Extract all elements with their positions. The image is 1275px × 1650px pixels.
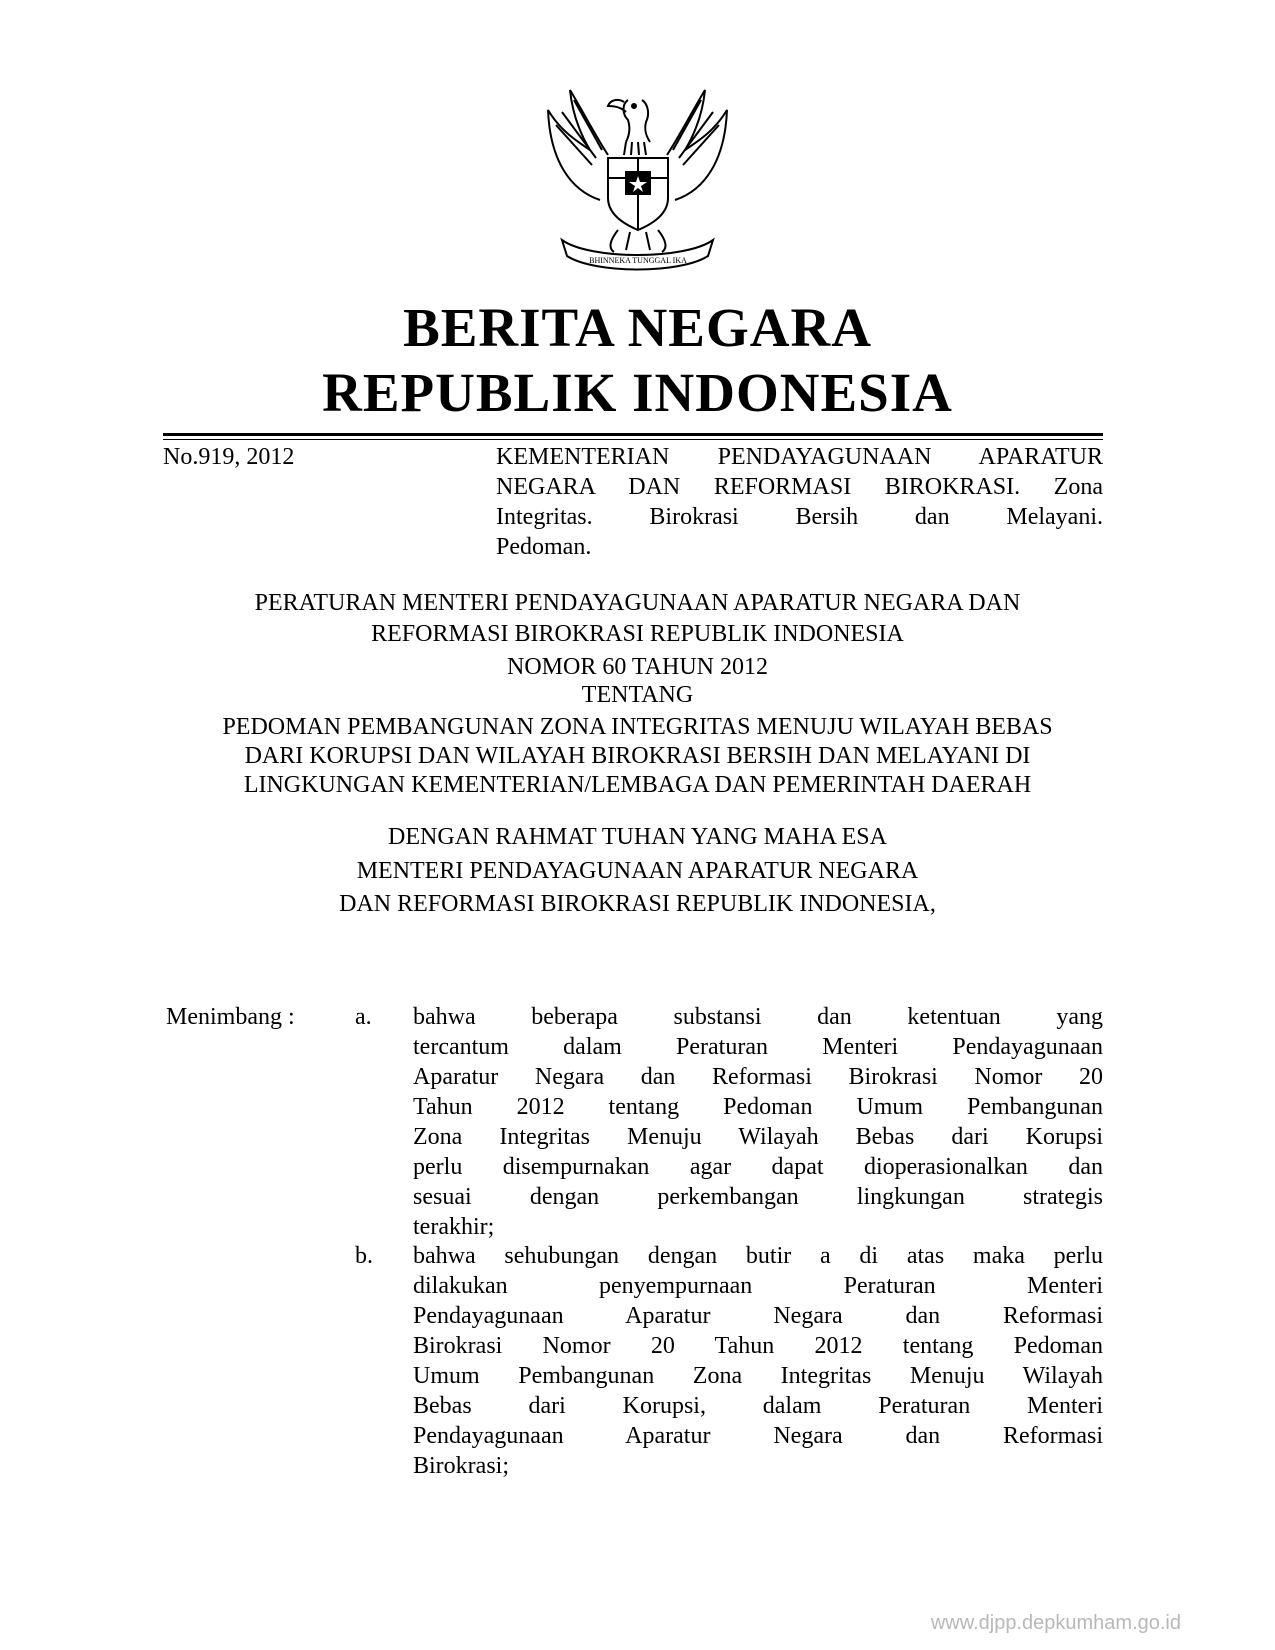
- item-line: Birokrasi Nomor 20 Tahun 2012 tentang Pedoman: [413, 1333, 1103, 1359]
- regulation-tentang: TENTANG: [581, 682, 694, 708]
- menimbang-label: Menimbang :: [166, 1004, 295, 1030]
- item-line: Pendayagunaan Aparatur Negara dan Reformasi: [413, 1303, 1103, 1329]
- ministry-summary: [496, 442, 1103, 562]
- regulation-title-line: PERATURAN MENTERI PENDAYAGUNAAN APARATUR NEGARA DAN: [254, 590, 1021, 616]
- gazette-title-line-2: REPUBLIK INDONESIA: [322, 362, 953, 423]
- regulation-subject-line: LINGKUNGAN KEMENTERIAN/LEMBAGA DAN PEMERINTAH DAERAH: [243, 772, 1032, 798]
- ministry-summary-line: KEMENTERIAN PENDAYAGUNAAN APARATUR: [496, 444, 1103, 470]
- item-line: Bebas dari Korupsi, dalam Peraturan Menteri: [413, 1393, 1103, 1419]
- preamble-line: MENTERI PENDAYAGUNAAN APARATUR NEGARA: [356, 858, 919, 884]
- menimbang-item-letter: b.: [355, 1243, 373, 1269]
- gazette-title-line-1: BERITA NEGARA: [403, 297, 872, 358]
- item-line: Tahun 2012 tentang Pedoman Umum Pembangunan: [413, 1094, 1103, 1120]
- item-line: dilakukan penyempurnaan Peraturan Menteri: [413, 1273, 1103, 1299]
- item-line: Aparatur Negara dan Reformasi Birokrasi Nomor 20: [413, 1064, 1103, 1090]
- item-line: terakhir;: [413, 1214, 495, 1240]
- item-line: Zona Integritas Menuju Wilayah Bebas dari Korupsi: [413, 1124, 1103, 1150]
- motto-ribbon-text: BHINNEKA TUNGGAL IKA: [589, 256, 687, 265]
- item-line: Birokrasi;: [413, 1453, 509, 1479]
- item-line: sesuai dengan perkembangan lingkungan strategis: [413, 1184, 1103, 1210]
- ministry-summary-line: Pedoman.: [496, 534, 592, 560]
- item-line: bahwa sehubungan dengan butir a di atas maka perlu: [413, 1243, 1103, 1269]
- source-watermark: www.djpp.depkumham.go.id: [930, 1612, 1181, 1634]
- gazette-number: No.919, 2012: [163, 444, 295, 470]
- preamble-line: DAN REFORMASI BIROKRASI REPUBLIK INDONESIA,: [339, 891, 936, 917]
- garuda-pancasila-emblem-icon: [530, 80, 745, 275]
- menimbang-item-letter: a.: [355, 1004, 372, 1030]
- item-line: perlu disempurnakan agar dapat dioperasionalkan dan: [413, 1154, 1103, 1180]
- ministry-summary-line: Integritas. Birokrasi Bersih dan Melayani.: [496, 504, 1103, 530]
- ministry-summary-line: NEGARA DAN REFORMASI BIROKRASI. Zona: [496, 474, 1103, 500]
- regulation-subject-line: DARI KORUPSI DAN WILAYAH BIROKRASI BERSIH DAN MELAYANI DI: [244, 743, 1031, 769]
- item-line: Pendayagunaan Aparatur Negara dan Reformasi: [413, 1423, 1103, 1449]
- preamble-line: DENGAN RAHMAT TUHAN YANG MAHA ESA: [388, 824, 887, 850]
- item-line: tercantum dalam Peraturan Menteri Pendayagunaan: [413, 1034, 1103, 1060]
- regulation-subject-line: PEDOMAN PEMBANGUNAN ZONA INTEGRITAS MENUJU WILAYAH BEBAS: [222, 714, 1053, 740]
- header-divider-thin: [163, 439, 1103, 440]
- regulation-number: NOMOR 60 TAHUN 2012: [507, 654, 768, 680]
- menimbang-item-a: [413, 1002, 1103, 1242]
- regulation-title-line: REFORMASI BIROKRASI REPUBLIK INDONESIA: [371, 621, 904, 647]
- header-divider-thick: [163, 433, 1103, 436]
- menimbang-item-b: [413, 1241, 1103, 1481]
- item-line: Umum Pembangunan Zona Integritas Menuju Wilayah: [413, 1363, 1103, 1389]
- item-line: bahwa beberapa substansi dan ketentuan yang: [413, 1004, 1103, 1030]
